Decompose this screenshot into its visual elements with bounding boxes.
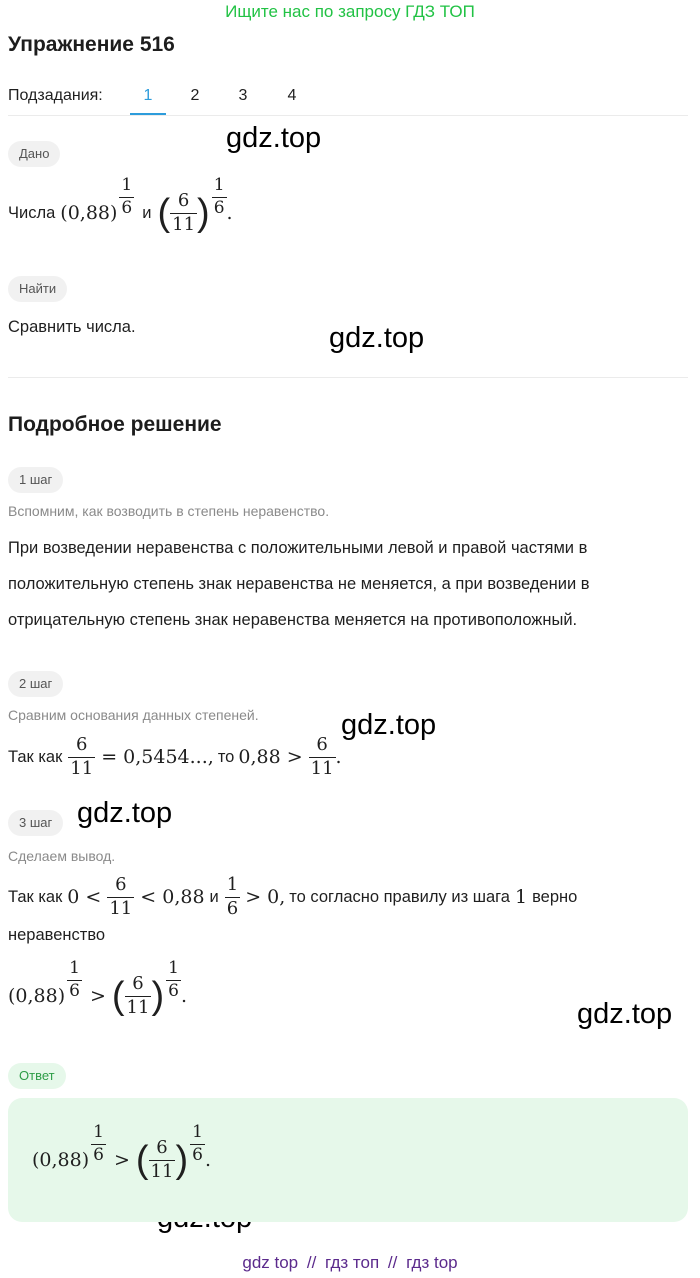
- tab-subtask-4[interactable]: 4: [287, 87, 297, 104]
- step-3-hint: Сделаем вывод.: [8, 848, 116, 864]
- step-3-exponent: $\frac{1}{6}$: [226, 873, 239, 919]
- given-exponent-2: $\frac{1}{6}$: [213, 174, 225, 218]
- watermark: gdz.top: [341, 709, 437, 741]
- step-3-expression: Так как 0 < $\frac{6}{11}$ < 0,88 и $\frac{1}{6}$ > 0, то согласно правилу из шага 1 верно: [8, 873, 578, 919]
- step-3-fraction: $\frac{6}{11}$: [109, 873, 133, 919]
- step-2-expression: Так как $\frac{6}{11}$ = 0,5454..., то 0,88 > $\frac{6}{11}$ .: [8, 733, 342, 779]
- footer-link-3[interactable]: гдз top: [406, 1253, 458, 1272]
- given-chip: Дано: [8, 141, 60, 167]
- step-1-chip: 1 шаг: [8, 467, 63, 493]
- subtasks-label: Подзадания:: [8, 87, 103, 104]
- footer-links: [0, 1253, 700, 1273]
- answer-exponent-2: $\frac{1}{6}$: [192, 1121, 203, 1165]
- answer-fraction: $\frac{6}{11}$: [150, 1136, 174, 1182]
- solution-heading: Подробное решение: [8, 413, 222, 436]
- given-conj: и: [142, 203, 152, 222]
- step-3-chip: 3 шаг: [8, 810, 63, 836]
- tab-subtask-2[interactable]: 2: [190, 87, 200, 104]
- step-1-hint: Вспомним, как возводить в степень неравенство.: [8, 503, 330, 519]
- step-2-fraction: $\frac{6}{11}$: [70, 733, 94, 779]
- answer-exponent-1: $\frac{1}{6}$: [93, 1121, 104, 1165]
- footer-separator: //: [387, 1253, 398, 1272]
- step-3-line-2: неравенство: [8, 926, 106, 944]
- page-title: Упражнение 516: [8, 33, 175, 56]
- step-2-hint: Сравним основания данных степеней.: [8, 707, 259, 723]
- find-text: Сравнить числа.: [8, 318, 136, 336]
- given-expression: Числа (0,88) $\frac{1}{6}$ и ( $\frac{6}{11}$ ) $\frac{1}{6}$ .: [8, 174, 233, 235]
- tabs-divider: [8, 115, 688, 116]
- watermark: gdz.top: [577, 998, 673, 1030]
- given-fraction: $\frac{6}{11}$: [172, 189, 196, 235]
- tab-subtask-3[interactable]: 3: [238, 87, 248, 104]
- step-2-chip: 2 шаг: [8, 671, 63, 697]
- watermark: gdz.top: [77, 797, 173, 829]
- step-3-result: (0,88) $\frac{1}{6}$ > ( $\frac{6}{11}$ ) $\frac{1}{6}$ .: [8, 957, 187, 1018]
- answer-chip: Ответ: [8, 1063, 66, 1089]
- given-exponent-1: $\frac{1}{6}$: [121, 174, 133, 218]
- footer-link-2[interactable]: гдз топ: [325, 1253, 380, 1272]
- tab-subtask-1[interactable]: 1: [143, 87, 153, 104]
- section-divider: [8, 377, 688, 378]
- given-base: (0,88): [60, 202, 118, 224]
- given-lead: Числа: [8, 203, 56, 222]
- watermark: gdz.top: [329, 322, 425, 354]
- step-1-text: При возведении неравенства с положительными левой и правой частями в положительную степень знак неравенства не меняется, а при возведении в отрицательную степень знак неравенства меняется на противоположный.: [8, 539, 590, 629]
- answer-expression: (0,88) $\frac{1}{6}$ > ( $\frac{6}{11}$ ) $\frac{1}{6}$ .: [32, 1121, 211, 1182]
- step-2-fraction-2: $\frac{6}{11}$: [310, 733, 334, 779]
- active-tab-indicator: [130, 113, 166, 115]
- step-3-result-exponent-1: $\frac{1}{6}$: [69, 957, 80, 1001]
- step-3-result-fraction: $\frac{6}{11}$: [126, 972, 150, 1018]
- footer-link-1[interactable]: gdz top: [242, 1253, 299, 1272]
- watermark: gdz.top: [226, 122, 322, 154]
- footer-separator: //: [306, 1253, 317, 1272]
- find-chip: Найти: [8, 276, 67, 302]
- step-3-result-exponent-2: $\frac{1}{6}$: [168, 957, 179, 1001]
- promo-banner: Ищите нас по запросу ГДЗ ТОП: [225, 2, 475, 21]
